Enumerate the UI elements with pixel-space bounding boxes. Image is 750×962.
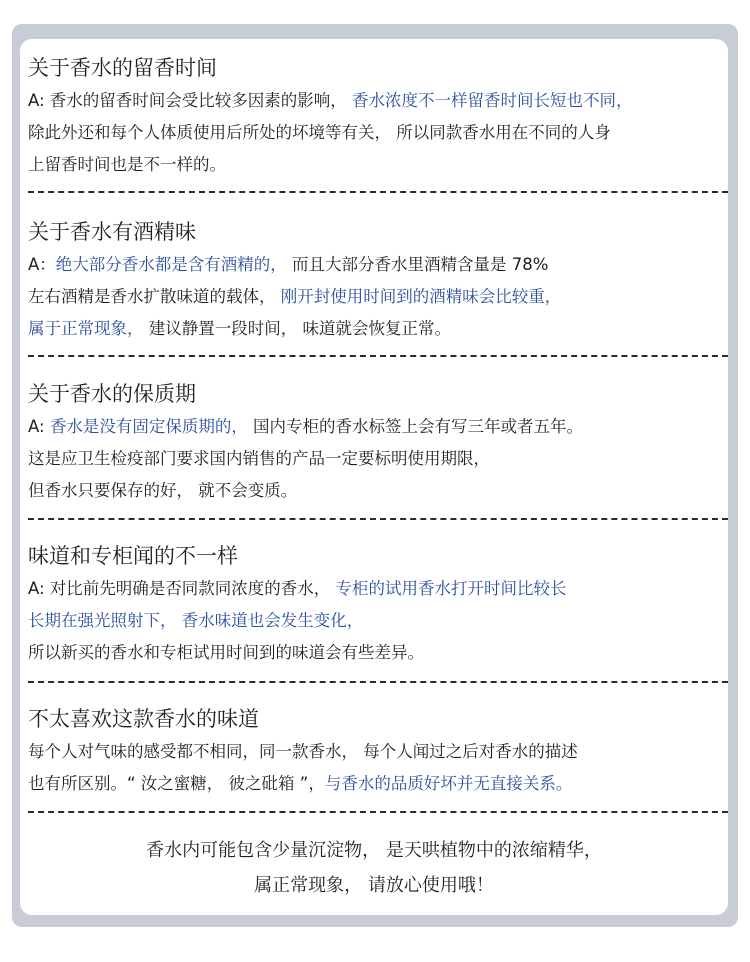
text-run: 每个人对气味的感受都不相同，同一款香水， 每个人闻过之后对香水的描述	[28, 742, 578, 761]
faq-section-alcohol-smell	[28, 219, 718, 345]
text-run: A:	[28, 417, 50, 436]
section-line	[28, 85, 718, 117]
text-run: 而且大部分香水里酒精含量是 78%	[286, 255, 549, 274]
highlight-run: 绝大部分香水都是含有酒精的，	[55, 255, 287, 274]
dashed-divider	[28, 518, 728, 520]
text-run: A: 香水的留香时间会受比较多因素的影响，	[28, 91, 353, 110]
section-title: 关于香水有酒精味	[28, 220, 196, 244]
highlight-run: 香水浓度不一样留香时间长短也不同，	[352, 91, 633, 110]
text-run: 这是应卫生检疫部门要求国内销售的产品一定要标明使用期限，	[28, 449, 490, 468]
text-run: 左右酒精是香水扩散味道的载体，	[28, 287, 281, 306]
highlight-run: 属于正常现象，	[28, 319, 144, 338]
faq-section-fragrance-duration	[28, 55, 718, 181]
highlight-run: 香水是没有固定保质期的，	[49, 417, 248, 436]
text-run: 建议静置一段时间， 味道就会恢复正常。	[143, 319, 451, 338]
faq-section-shelf-life	[28, 381, 718, 507]
section-line	[28, 411, 718, 443]
section-title: 关于香水的留香时间	[28, 56, 217, 80]
section-title: 关于香水的保质期	[28, 382, 196, 406]
section-line	[28, 281, 718, 313]
section-line	[28, 117, 718, 149]
dashed-divider	[28, 191, 728, 193]
section-line	[28, 573, 718, 605]
section-line	[28, 249, 718, 281]
dashed-divider	[28, 681, 728, 683]
section-title: 味道和专柜闻的不一样	[28, 544, 238, 568]
section-line	[28, 475, 718, 507]
section-line	[28, 637, 718, 669]
highlight-run: 与香水的品质好坏并无直接关系。	[324, 774, 573, 793]
highlight-run: 长期在强光照射下， 香水味道也会发生变化，	[28, 611, 364, 630]
text-run: 上留香时间也是不一样的。	[28, 155, 226, 174]
section-line	[28, 313, 718, 345]
section-line	[28, 605, 718, 637]
text-run: 也有所区别。“ 汝之蜜糖， 彼之砒箱 ”，	[28, 774, 325, 793]
dashed-divider	[28, 811, 728, 813]
section-line	[28, 443, 718, 475]
text-run: A: 对比前先明确是否同款同浓度的香水，	[28, 579, 336, 598]
section-line	[28, 149, 718, 181]
footer-line: 香水内可能包含少量沉淀物， 是天哄植物中的浓缩精华，	[146, 840, 602, 861]
section-line	[28, 768, 718, 800]
footer-line: 属正常现象， 请放心使用哦！	[254, 875, 494, 896]
faq-section-counter-difference	[28, 543, 718, 669]
footer-note	[20, 833, 728, 903]
section-line	[28, 736, 718, 768]
faq-section-dislike-scent	[28, 706, 718, 800]
text-run: 但香水只要保存的好， 就不会变质。	[28, 481, 298, 500]
text-run: 所以新买的香水和专柜试用时间到的味道会有些差异。	[28, 643, 424, 662]
section-title: 不太喜欢这款香水的味道	[28, 707, 259, 731]
highlight-run: 刚开封使用时间到的酒精味会比较重，	[280, 287, 562, 306]
dashed-divider	[28, 355, 728, 357]
text-run: A：	[28, 255, 56, 274]
text-run: 国内专柜的香水标签上会有写三年或者五年。	[247, 417, 584, 436]
text-run: 除此外还和每个人体质使用后所处的坏境等有关， 所以同款香水用在不同的人身	[28, 123, 611, 142]
highlight-run: 专柜的试用香水打开时间比较长	[335, 579, 567, 598]
